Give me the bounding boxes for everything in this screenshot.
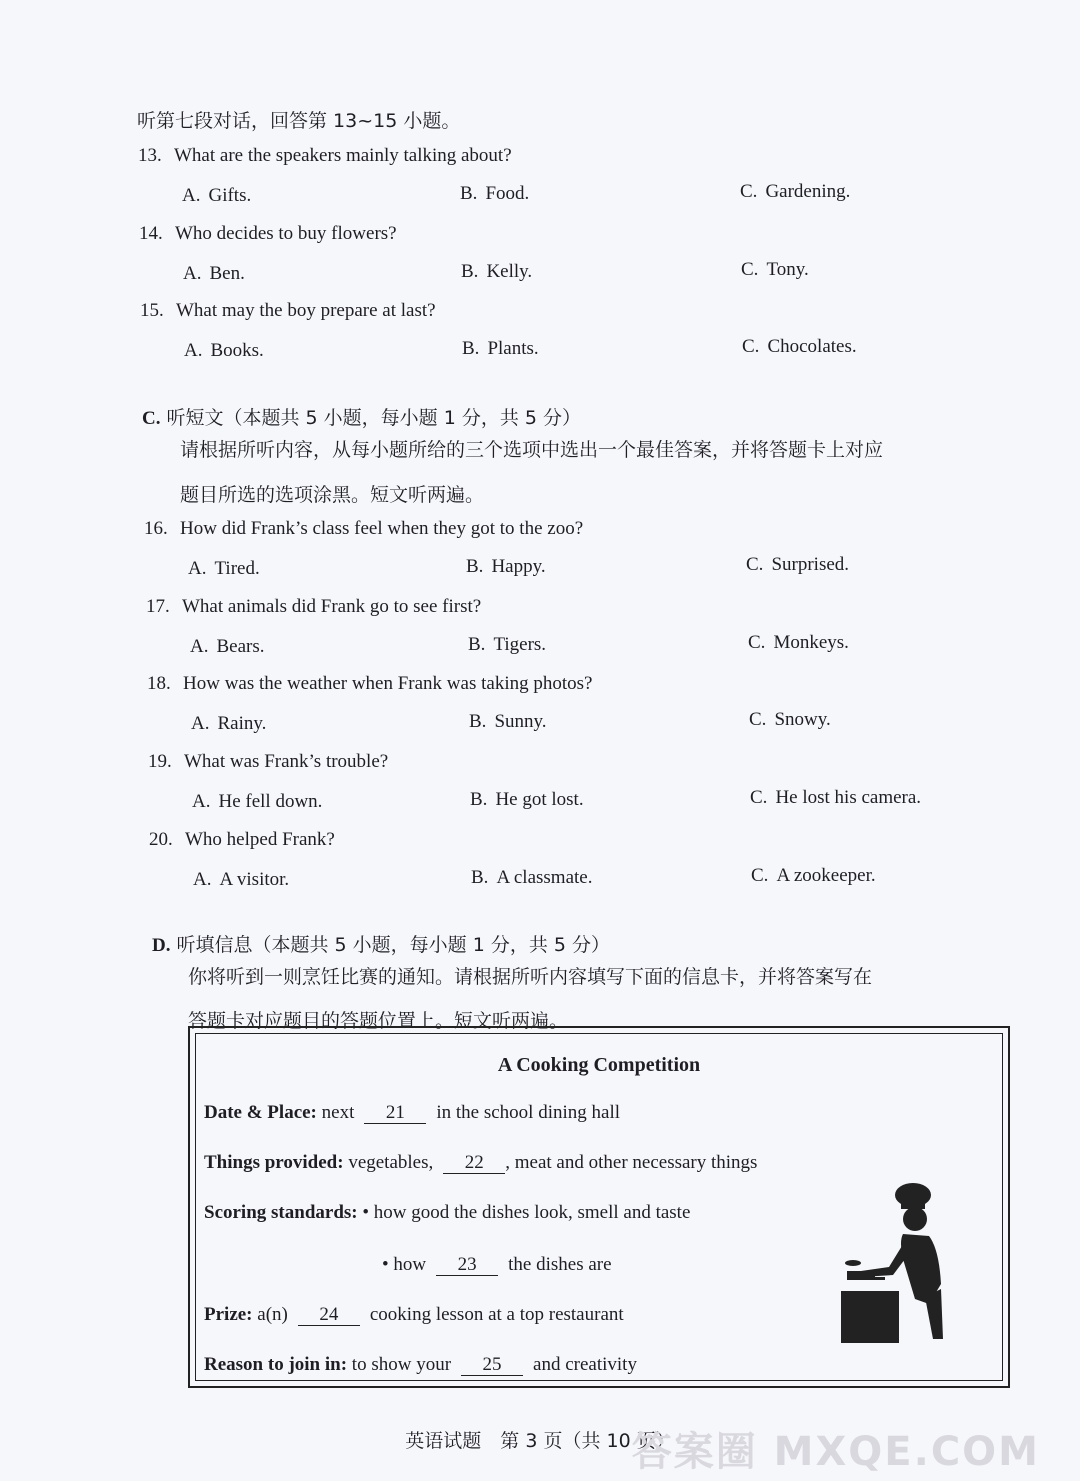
option-letter: A. — [188, 558, 207, 579]
option-text: Happy. — [491, 556, 546, 577]
option-letter: A. — [182, 185, 201, 206]
option-text: Bears. — [216, 636, 265, 657]
question-15-stem — [140, 300, 436, 322]
option-c[interactable] — [740, 181, 850, 203]
question-text: Who helped Frank? — [185, 829, 335, 850]
option-b[interactable] — [461, 261, 532, 283]
question-18-stem — [147, 673, 592, 695]
option-letter: C. — [742, 336, 760, 357]
scoring-standard-2-post: the dishes are — [508, 1254, 612, 1275]
option-text: He fell down. — [218, 791, 323, 812]
option-letter: C. — [740, 181, 758, 202]
blank-25[interactable]: 25 — [461, 1355, 523, 1376]
info-card-title: A Cooking Competition — [497, 1054, 701, 1076]
option-letter: C. — [750, 787, 768, 808]
option-letter: A. — [184, 340, 203, 361]
option-text: Plants. — [487, 338, 539, 359]
page-footer: 英语试题 第 3 页（共 10 页） — [405, 1430, 675, 1452]
things-provided-post: , meat and other necessary things — [505, 1152, 758, 1173]
option-letter: B. — [471, 867, 489, 888]
section-c-instruction-1: 请根据所听内容，从每小题所给的三个选项中选出一个最佳答案，并将答题卡上对应 — [180, 439, 884, 461]
option-text: Books. — [210, 340, 264, 361]
question-text: What was Frank’s trouble? — [184, 751, 389, 772]
date-place-post: in the school dining hall — [436, 1102, 621, 1123]
option-letter: C. — [746, 554, 764, 575]
info-card-inner-border — [195, 1033, 1003, 1381]
option-text: Rainy. — [217, 713, 267, 734]
option-text: Chocolates. — [767, 336, 857, 357]
scoring-standards-row — [204, 1202, 690, 1224]
chef-cooking-icon — [841, 1179, 971, 1349]
option-text: He got lost. — [495, 789, 584, 810]
date-place-label: Date & Place: — [204, 1102, 317, 1123]
prize-label: Prize: — [204, 1304, 253, 1325]
option-a[interactable] — [183, 263, 245, 285]
section-d-letter: D. — [152, 935, 171, 956]
question-19-stem — [148, 751, 388, 773]
option-letter: A. — [191, 713, 210, 734]
question-number: 13. — [138, 145, 162, 166]
question-14-stem — [139, 223, 397, 245]
option-b[interactable] — [462, 338, 539, 360]
question-17-stem — [146, 596, 481, 618]
question-number: 18. — [147, 673, 171, 694]
option-letter: A. — [193, 869, 212, 890]
option-b[interactable] — [470, 789, 584, 811]
option-letter: B. — [468, 634, 486, 655]
option-c[interactable] — [746, 554, 849, 576]
option-text: Gardening. — [765, 181, 851, 202]
option-text: Kelly. — [486, 261, 533, 282]
option-letter: B. — [461, 261, 479, 282]
scoring-standard-2-pre: • how — [382, 1254, 427, 1275]
question-text: What are the speakers mainly talking about? — [174, 145, 512, 166]
blank-24[interactable]: 24 — [298, 1305, 360, 1326]
option-c[interactable] — [750, 787, 921, 809]
question-number: 16. — [144, 518, 168, 539]
question-text: Who decides to buy flowers? — [175, 223, 397, 244]
date-place-pre: next — [321, 1102, 355, 1123]
option-text: Tired. — [214, 558, 260, 579]
prize-post: cooking lesson at a top restaurant — [369, 1304, 624, 1325]
things-provided-label: Things provided: — [204, 1152, 344, 1173]
things-provided-pre: vegetables, — [348, 1152, 434, 1173]
section-d-heading — [152, 930, 610, 957]
option-a[interactable] — [192, 791, 322, 813]
option-text: Tony. — [766, 259, 809, 280]
option-letter: B. — [470, 789, 488, 810]
option-letter: C. — [749, 709, 767, 730]
section-d-instruction-2: 答题卡对应题目的答题位置上。短文听两遍。 — [188, 1010, 569, 1032]
question-text: How was the weather when Frank was taking photos? — [183, 673, 593, 694]
option-a[interactable] — [193, 869, 289, 891]
reason-pre: to show your — [351, 1354, 452, 1375]
question-text: What animals did Frank go to see first? — [182, 596, 482, 617]
option-a[interactable] — [190, 636, 265, 658]
option-text: A zookeeper. — [776, 865, 876, 886]
question-number: 17. — [146, 596, 170, 617]
option-a[interactable] — [191, 713, 266, 735]
question-20-stem — [149, 829, 335, 851]
scoring-standard-2-row — [382, 1254, 612, 1276]
option-letter: C. — [751, 865, 769, 886]
option-b[interactable] — [466, 556, 546, 578]
option-text: Sunny. — [494, 711, 547, 732]
option-c[interactable] — [751, 865, 876, 887]
section-c-instruction-2: 题目所选的选项涂黑。短文听两遍。 — [180, 484, 485, 506]
option-text: He lost his camera. — [775, 787, 922, 808]
option-text: A classmate. — [496, 867, 593, 888]
option-b[interactable] — [469, 711, 547, 733]
option-text: Surprised. — [771, 554, 850, 575]
option-letter: B. — [466, 556, 484, 577]
option-letter: C. — [741, 259, 759, 280]
option-c[interactable] — [742, 336, 857, 358]
blank-21[interactable]: 21 — [364, 1103, 426, 1124]
question-number: 15. — [140, 300, 164, 321]
option-letter: C. — [748, 632, 766, 653]
option-c[interactable] — [748, 632, 849, 654]
question-number: 19. — [148, 751, 172, 772]
option-letter: A. — [183, 263, 202, 284]
option-text: Gifts. — [208, 185, 252, 206]
option-b[interactable] — [460, 183, 529, 205]
option-b[interactable] — [468, 634, 546, 656]
option-text: Food. — [485, 183, 530, 204]
scoring-standard-1: • how good the dishes look, smell and taste — [362, 1202, 691, 1223]
watermark-logo: 答案圈 MXQE.COM — [631, 1429, 1040, 1475]
option-text: Ben. — [209, 263, 245, 284]
option-c[interactable] — [741, 259, 809, 281]
reason-row — [204, 1354, 637, 1376]
dialog-7-instruction: 听第七段对话，回答第 13~15 小题。 — [137, 110, 461, 132]
reason-label: Reason to join in: — [204, 1354, 348, 1375]
question-number: 14. — [139, 223, 163, 244]
option-b[interactable] — [471, 867, 592, 889]
option-a[interactable] — [184, 340, 264, 362]
option-letter: B. — [469, 711, 487, 732]
blank-23[interactable]: 23 — [436, 1255, 498, 1276]
option-letter: B. — [460, 183, 478, 204]
option-c[interactable] — [749, 709, 831, 731]
scoring-standards-label: Scoring standards: — [204, 1202, 358, 1223]
info-card — [188, 1026, 1010, 1388]
section-c-letter: C. — [142, 408, 161, 429]
option-text: Monkeys. — [773, 632, 849, 653]
option-a[interactable] — [188, 558, 260, 580]
question-13-stem — [138, 145, 512, 167]
option-text: A visitor. — [219, 869, 290, 890]
option-text: Snowy. — [774, 709, 831, 730]
blank-22[interactable]: 22 — [443, 1153, 505, 1174]
option-letter: A. — [190, 636, 209, 657]
question-number: 20. — [149, 829, 173, 850]
section-c-heading — [142, 403, 581, 430]
section-d-title: 听填信息（本题共 5 小题，每小题 1 分，共 5 分） — [176, 934, 610, 956]
option-letter: B. — [462, 338, 480, 359]
question-text: What may the boy prepare at last? — [176, 300, 436, 321]
prize-pre: a(n) — [257, 1304, 288, 1325]
prize-row — [204, 1304, 624, 1326]
question-text: How did Frank’s class feel when they got to the zoo? — [180, 518, 584, 539]
option-text: Tigers. — [493, 634, 547, 655]
section-c-title: 听短文（本题共 5 小题，每小题 1 分，共 5 分） — [166, 407, 581, 429]
things-provided-row — [204, 1152, 757, 1174]
reason-post: and creativity — [533, 1354, 637, 1375]
option-letter: A. — [192, 791, 211, 812]
question-16-stem — [144, 518, 583, 540]
option-a[interactable] — [182, 185, 251, 207]
section-d-instruction-1: 你将听到一则烹饪比赛的通知。请根据所听内容填写下面的信息卡，并将答案写在 — [188, 966, 873, 988]
date-place-row — [204, 1102, 620, 1124]
